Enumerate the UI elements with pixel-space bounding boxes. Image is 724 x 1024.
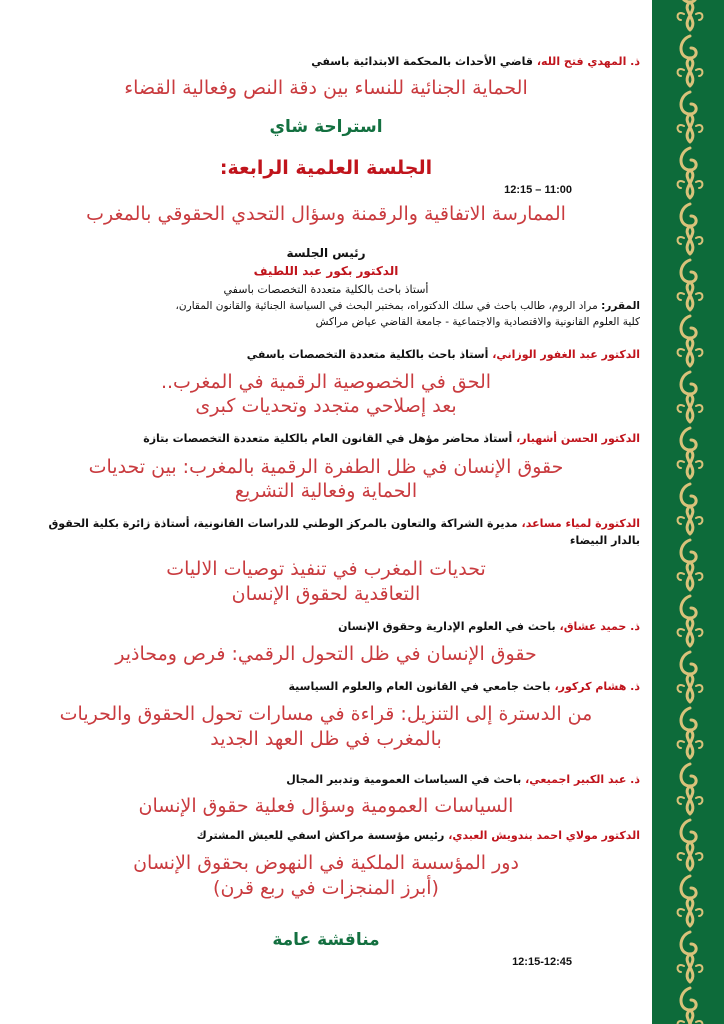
talk-title: الحماية الجنائية للنساء بين دقة النص وفعالية القضاء [124,77,528,99]
speaker-line [197,829,640,842]
speaker-name: ذ. عبد الكبير اجميعي، [525,773,640,786]
talk-title-line: الحق في الخصوصية الرقمية في المغرب.. [160,371,492,393]
discussion-title: مناقشة عامة [272,930,380,950]
speaker-title: باحث في السياسات العمومية وتدبير المجال [286,773,526,786]
talk-title-line: بالمغرب في ظل العهد الجديد [210,728,442,750]
talk-title-line: حقوق الإنسان في ظل التحول الرقمي: فرص ومحاذير [115,643,537,665]
speaker-line [286,773,640,786]
speaker-line [247,348,640,361]
speaker-name: ذ. حميد عشاق، [559,620,640,633]
rapporteur-line-2: كلية العلوم القانونية والاقتصادية والاجتماعية - جامعة القاضي عياض مراكش [315,316,640,328]
speaker-title: أستاذ باحث بالكلية متعددة التخصصات باسفي [246,348,493,361]
decorative-border [652,0,724,1024]
tea-break-title: استراحة شاي [269,117,383,137]
ornament-motif [678,484,703,534]
ornament-motif [678,820,703,870]
ornament-motif [678,36,703,86]
speaker-name: ذ. المهدي فتح الله، [536,55,640,68]
ornament-motif [678,92,703,142]
ornament-motif [678,652,703,702]
rapporteur-line-1 [176,298,640,314]
ornament-motif [678,932,703,982]
ornament-motif [678,596,703,646]
arabesque-ornament-icon [652,0,724,1024]
speaker-title: باحث جامعي في القانون العام والعلوم السياسية [288,680,555,693]
speaker-name: ذ. هشام كركور، [554,680,640,693]
ornament-motif [678,260,703,310]
speaker-title: مديرة الشراكة والتعاون بالمركز الوطني للدراسات القانونية، أستاذة زائرة بكلية الحقوق بالدار البيضاء [48,517,640,547]
ornament-motif [678,372,703,422]
session-title: الجلسة العلمية الرابعة: [219,157,433,179]
speaker-name: الدكتور الحسن أشهبار، [516,432,640,445]
talk-title-line: تحديات المغرب في تنفيذ توصيات الاليات [166,558,486,580]
speaker-name: الدكتورة لمياء مساعد، [521,517,640,530]
ornament-motif [678,764,703,814]
speaker-title: باحث في العلوم الإدارية وحقوق الإنسان [338,620,560,633]
talk-title-line: حقوق الإنسان في ظل الطفرة الرقمية بالمغرب: بين تحديات [88,456,564,478]
speaker-title: قاضي الأحداث بالمحكمة الابتدائية باسفي [311,55,537,68]
talk-title-line: (أبرز المنجزات في ربع قرن) [213,877,439,899]
rapporteur-text: مراد الروم، طالب باحث في سلك الدكتوراه، بمختبر البحث في السياسة الجنائية والقانون المقارن، [175,300,602,312]
speaker-line [143,432,640,445]
chair-name: الدكتور بكور عبد اللطيف [253,264,399,278]
talk-title-line: الحماية وفعالية التشريع [234,480,418,502]
chair-label: رئيس الجلسة [286,246,366,260]
talk-title-line: بعد إصلاحي متجدد وتحديات كبرى [195,395,457,417]
speaker-line [40,515,640,549]
ornament-motif [678,708,703,758]
talk-title-line: من الدسترة إلى التنزيل: قراءة في مسارات تحول الحقوق والحريات [59,703,593,725]
speaker-line [338,620,640,633]
speaker-line [311,55,640,68]
ornament-motif [678,204,703,254]
ornament-motif [678,540,703,590]
speaker-name: الدكتور عبد الغفور الوزاني، [492,348,640,361]
speaker-line [289,680,640,693]
ornament-motif [678,148,703,198]
speaker-name: الدكتور مولاي احمد بندويش العبدي، [448,829,640,842]
talk-title-line: التعاقدية لحقوق الإنسان [231,583,421,605]
ornament-motif [678,316,703,366]
session-theme: الممارسة الاتفاقية والرقمنة وسؤال التحدي الحقوقي بالمغرب [86,203,566,225]
chair-title: أستاذ باحث بالكلية متعددة التخصصات باسفي [223,283,429,296]
ornament-motif [678,876,703,926]
rapporteur-label: المقرر: [601,300,640,312]
discussion-time: 12:15-12:45 [512,956,572,968]
talk-title-line: دور المؤسسة الملكية في النهوض بحقوق الإنسان [133,852,519,874]
speaker-title: أستاذ محاضر مؤهل في القانون العام بالكلية متعددة التخصصات بتازة [143,432,517,445]
ornament-motif [678,988,703,1024]
talk-title-line: السياسات العمومية وسؤال فعلية حقوق الإنسان [138,795,514,817]
speaker-title: رئيس مؤسسة مراكش اسفي للعيش المشترك [196,829,449,842]
ornament-motif [678,0,703,30]
session-time: 12:15 – 11:00 [504,184,572,196]
ornament-motif [678,428,703,478]
